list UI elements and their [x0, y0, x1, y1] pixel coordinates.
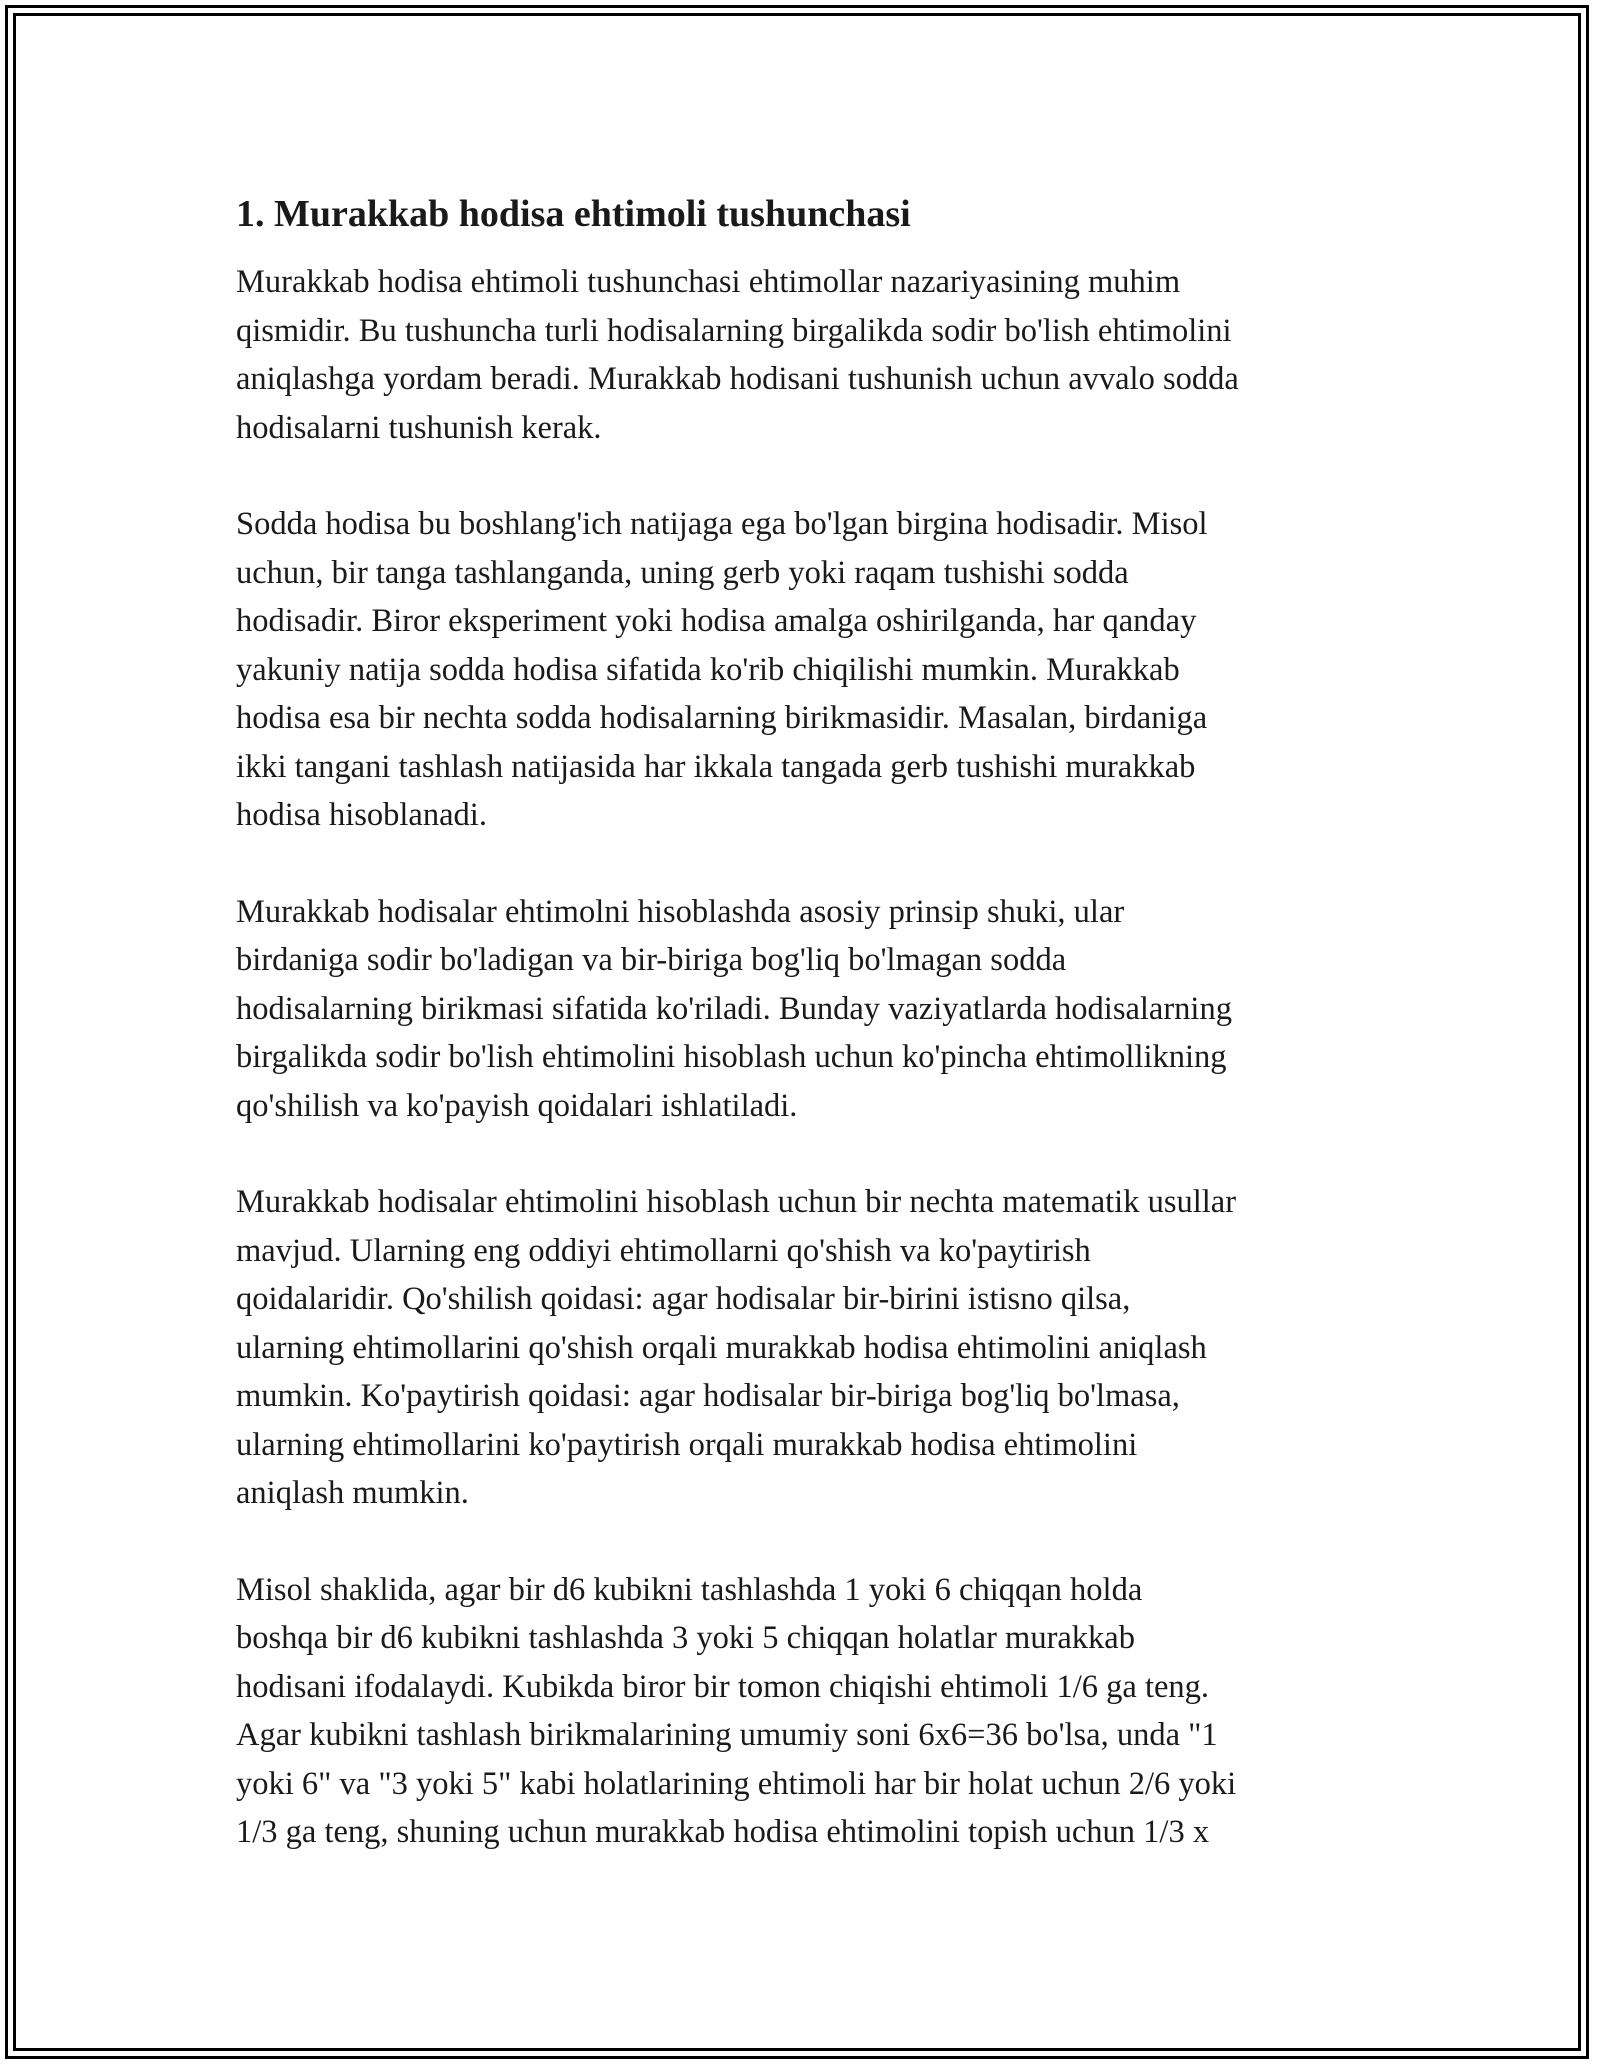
text-line: 1/3 ga teng, shuning uchun murakkab hodisa ehtimolini topish uchun 1/3 x	[236, 1814, 1210, 1850]
text-line: Murakkab hodisa ehtimoli tushunchasi ehtimollar nazariyasining muhim	[236, 264, 1181, 300]
text-line: hodisalarni tushunish kerak.	[236, 409, 602, 446]
text-line: Agar kubikni tashlash birikmalarining umumiy soni 6x6=36 bo'lsa, unda "1	[236, 1717, 1218, 1753]
text-line: Sodda hodisa bu boshlang'ich natijaga ega bo'lgan birgina hodisadir. Misol	[236, 506, 1208, 542]
text-line: Murakkab hodisalar ehtimolni hisoblashda asosiy prinsip shuki, ular	[236, 893, 1125, 930]
text-line: uchun, bir tanga tashlanganda, uning gerb yoki raqam tushishi sodda	[236, 554, 1129, 591]
text-line: hodisalarning birikmasi sifatida ko'riladi. Bunday vaziyatlarda hodisalarning	[236, 990, 1232, 1027]
text-line: aniqlashga yordam beradi. Murakkab hodisani tushunish uchun avvalo sodda	[236, 361, 1239, 397]
text-line: mumkin. Ko'paytirish qoidasi: agar hodisalar bir-biriga bog'liq bo'lmasa,	[236, 1378, 1180, 1414]
paragraph-3	[236, 888, 1376, 1131]
section-heading: 1. Murakkab hodisa ehtimoli tushunchasi	[236, 193, 911, 235]
text-line: ularning ehtimollarini qo'shish orqali murakkab hodisa ehtimolini aniqlash	[236, 1329, 1207, 1366]
text-line: yakuniy natija sodda hodisa sifatida ko'rib chiqilishi mumkin. Murakkab	[236, 651, 1180, 688]
text-line: qismidir. Bu tushuncha turli hodisalarning birgalikda sodir bo'lish ehtimolini	[236, 312, 1232, 349]
paragraph-1	[236, 258, 1376, 452]
paragraph-4	[236, 1178, 1376, 1518]
paragraph-5	[236, 1566, 1376, 1857]
text-line: ikki tangani tashlash natijasida har ikkala tangada gerb tushishi murakkab	[236, 748, 1196, 785]
text-line: hodisadir. Biror eksperiment yoki hodisa amalga oshirilganda, har qanday	[236, 603, 1197, 639]
text-line: birgalikda sodir bo'lish ehtimolini hisoblash uchun ko'pincha ehtimollikning	[236, 1039, 1227, 1075]
text-line: boshqa bir d6 kubikni tashlashda 3 yoki 5 chiqqan holatlar murakkab	[236, 1620, 1135, 1656]
text-line: qo'shilish va ko'payish qoidalari ishlatiladi.	[236, 1087, 798, 1124]
paragraph-2	[236, 500, 1376, 840]
text-line: hodisa esa bir nechta sodda hodisalarning birikmasidir. Masalan, birdaniga	[236, 700, 1208, 736]
text-line: birdaniga sodir bo'ladigan va bir-biriga bog'liq bo'lmagan sodda	[236, 942, 1067, 978]
text-line: qoidalaridir. Qo'shilish qoidasi: agar hodisalar bir-birini istisno qilsa,	[236, 1281, 1131, 1317]
document-body	[236, 188, 1376, 1905]
text-line: ularning ehtimollarini ko'paytirish orqali murakkab hodisa ehtimolini	[236, 1426, 1138, 1463]
text-line: aniqlash mumkin.	[236, 1475, 469, 1511]
text-line: mavjud. Ularning eng oddiyi ehtimollarni qo'shish va ko'paytirish	[236, 1232, 1091, 1269]
text-line: hodisa hisoblanadi.	[236, 797, 487, 833]
text-line: Murakkab hodisalar ehtimolini hisoblash uchun bir nechta matematik usullar	[236, 1184, 1237, 1220]
text-line: Misol shaklida, agar bir d6 kubikni tashlashda 1 yoki 6 chiqqan holda	[236, 1571, 1143, 1608]
text-line: yoki 6" va "3 yoki 5" kabi holatlarining ehtimoli har bir holat uchun 2/6 yoki	[236, 1765, 1237, 1802]
text-line: hodisani ifodalaydi. Kubikda biror bir tomon chiqishi ehtimoli 1/6 ga teng.	[236, 1668, 1210, 1705]
